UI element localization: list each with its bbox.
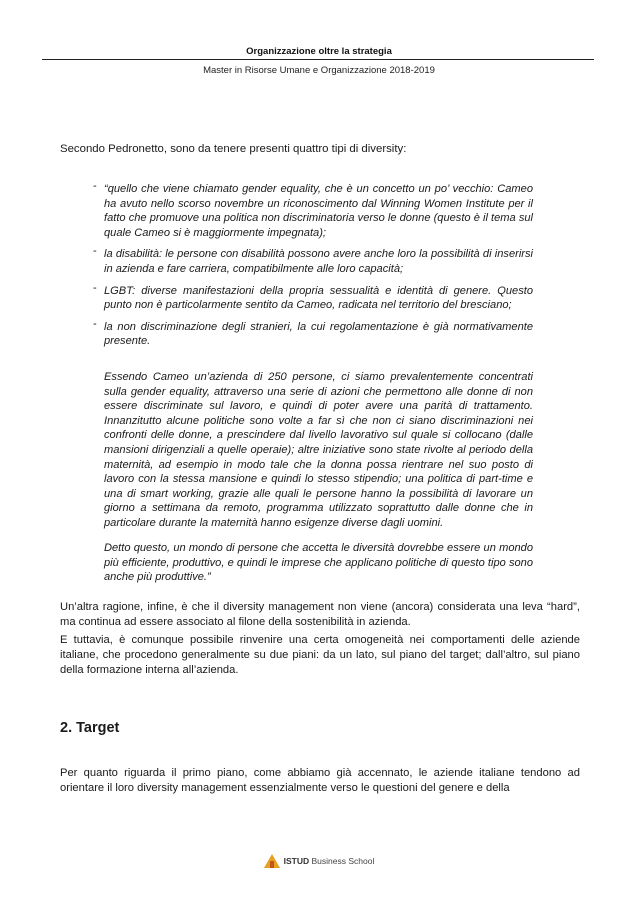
header-divider [42, 59, 594, 60]
list-item [93, 281, 533, 313]
list-item [93, 180, 533, 240]
logo-name: ISTUD [283, 856, 310, 866]
quote-paragraph: Detto questo, un mondo di persone che accetta le diversità dovrebbe essere un mondo più efficiente, produttivo, e quindi le imprese che applicano politiche di questo tipo sono anche più produttive.” [104, 542, 533, 584]
list-item [93, 245, 533, 276]
running-header-title: Organizzazione oltre la strategia [246, 46, 392, 57]
list-item-text: LGBT: diverse manifestazioni della propria sessualità e identità di genere. Questo punto non è particolarmente sentito da Cameo, radicata nel territorio del bresciano; [104, 284, 533, 312]
body-paragraph: Un’altra ragione, infine, è che il diversity management non viene (ancora) considerata una leva “hard”, ma continua ad essere associato al filone della sostenibilità in azienda. [60, 601, 580, 628]
quote-paragraph: Essendo Cameo un’azienda di 250 persone, ci siamo prevalentemente concentrati sulla gender equality, attraverso una serie di azioni che permettono alle donne di non essere discriminate sul lavoro, e quindi di poter avere una parità di trattamento. Innanzitutto alcune politiche sono volte a far sì che non ci siano discriminazioni nei confronti delle donne, a prescindere dal livello lavorativo sul quale si collocano (dalle mansioni dirigenziali a quelle operaie); altre iniziative sono state rivolte al periodo della maternità, ad esempio in modo tale che la donna possa rientrare nel suo posto di lavoro con la stessa mansione e quindi lo stesso stipendio; una politica di part-time e una di smart working, grazie alle quali le persone hanno la possibilità di lavorare un giorno a settimana da remoto, programma utilizzato soprattutto dalle donne che in particolare durante la maternità hanno esigenze diverse dagli uomini. [104, 371, 533, 529]
logo-suffix: Business School [311, 856, 375, 866]
list-item-text: la non discriminazione degli stranieri, la cui regolamentazione è già normativamente presente. [104, 320, 533, 348]
dash-bullet: - [93, 281, 97, 294]
intro-paragraph: Secondo Pedronetto, sono da tenere presenti quattro tipi di diversity: [60, 143, 407, 155]
logo-wordmark [284, 856, 375, 866]
section-heading: 2. Target [60, 720, 120, 736]
footer-logo [0, 851, 638, 871]
running-header-subtitle: Master in Risorse Umane e Organizzazione 2018-2019 [203, 65, 435, 76]
list-item-text: “quello che viene chiamato gender equality, che è un concetto un po’ vecchio: Cameo ha avuto nello scorso novembre un riconoscimento dal Winning Women Institute per il fatto che promuove una politica non discriminatoria verso le donne (questo è il tema sul quale Cameo si è maggiormente impegnata); [104, 183, 533, 239]
dash-bullet: - [93, 317, 97, 330]
istud-logo-icon [264, 854, 280, 868]
body-paragraph: E tuttavia, è comunque possibile rinvenire una certa omogeneità nei comportamenti delle aziende italiane, che procedono generalmente su due piani: da un lato, sul piano del target; dall’altro, sul piano della formazione interna all’azienda. [60, 634, 580, 676]
list-item [93, 317, 533, 349]
dash-bullet: - [93, 180, 97, 192]
list-item-text: la disabilità: le persone con disabilità possono avere anche loro la possibilità di inserirsi in azienda e fare carriera, compatibilmente alle loro capacità; [104, 248, 533, 275]
section-paragraph: Per quanto riguarda il primo piano, come abbiamo già accennato, le aziende italiane tendono ad orientare il loro diversity management essenzialmente verso le questioni del genere e della [60, 767, 580, 794]
diversity-types-list [93, 180, 533, 356]
dash-bullet: - [93, 245, 97, 258]
